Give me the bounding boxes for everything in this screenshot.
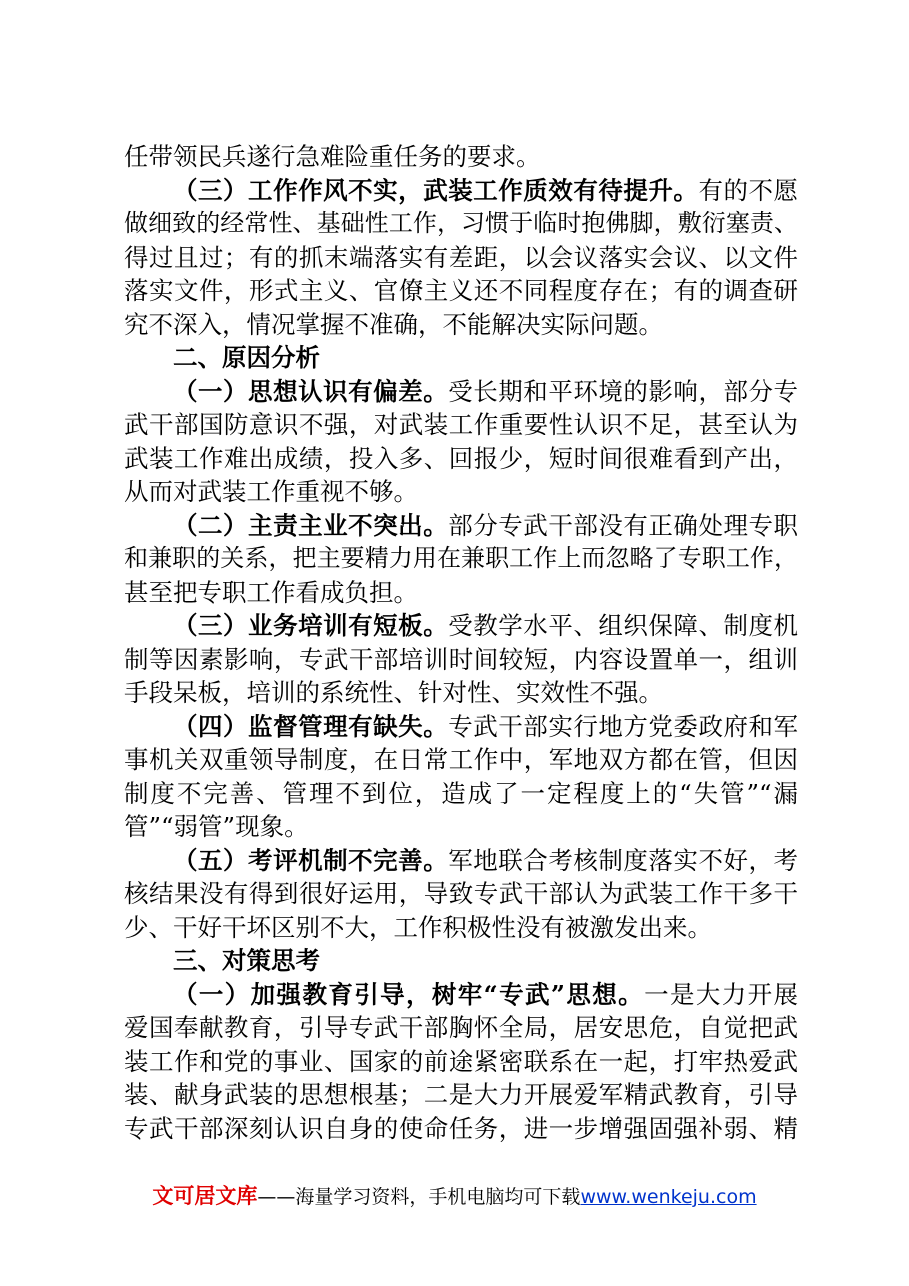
body-line: 装、献身武装的思想根基；二是大力开展爱军精武教育，引导 (124, 1080, 798, 1109)
subheading-text: （四）监督管理有缺失。 (173, 711, 449, 741)
body-line: 制等因素影响，专武干部培训时间较短，内容设置单一，组训 (124, 644, 798, 674)
body-line: 核结果没有得到很好运用，导致专武干部认为武装工作干多干 (124, 879, 798, 908)
website-link[interactable]: www.wenkeju.com (580, 1186, 757, 1208)
body-line: 落实文件，形式主义、官僚主义还不同程度存在；有的调查研 (124, 276, 798, 305)
footer-tagline: ——海量学习资料，手机电脑均可下载 (257, 1186, 581, 1208)
body-line: 甚至把专职工作看成负担。 (124, 577, 418, 607)
footer-banner (0, 1180, 909, 1210)
body-line: 专武干部深刻认识自身的使命任务，进一步增强固强补弱、精 (124, 1113, 798, 1143)
body-line: 任带领民兵遂行急难险重任务的要求。 (124, 142, 541, 171)
brand-name: 文可居文库 (152, 1184, 258, 1208)
subheading-line: （五）考评机制不完善。军地联合考核制度落实不好，考 (173, 845, 799, 875)
body-line: 少、干好干坏区别不大，工作积极性没有被激发出来。 (124, 912, 712, 942)
subheading-text: （一）加强教育引导，树牢“专武”思想。 (173, 979, 645, 1009)
subheading-line: （一）加强教育引导，树牢“专武”思想。一是大力开展 (173, 979, 799, 1009)
subheading-line: （一）思想认识有偏差。受长期和平环境的影响，部分专 (173, 376, 799, 406)
body-line: 手段呆板，培训的系统性、针对性、实效性不强。 (124, 678, 663, 707)
body-line: 做细致的经常性、基础性工作，习惯于临时抱佛脚，敷衍塞责、 (124, 209, 798, 237)
subheading-text: （五）考评机制不完善。 (173, 845, 449, 875)
subheading-line: （三）业务培训有短板。受教学水平、组织保障、制度机 (173, 611, 799, 640)
body-line: 究不深入，情况掌握不准确，不能解决实际问题。 (124, 309, 663, 339)
subheading-text: （一）思想认识有偏差。 (173, 376, 449, 406)
subheading-text: （三）工作作风不实，武装工作质效有待提升。 (173, 175, 699, 205)
document-body (124, 140, 798, 1145)
body-line: 事机关双重领导制度，在日常工作中，军地双方都在管，但因 (124, 745, 798, 774)
body-line: 制度不完善、管理不到位，造成了一定程度上的“失管”“漏 (124, 778, 798, 808)
section-heading: 三、对策思考 (173, 946, 320, 975)
body-line: 武干部国防意识不强，对武装工作重要性认识不足，甚至认为 (124, 410, 798, 439)
section-heading: 二、原因分析 (173, 343, 320, 372)
body-line: 管”“弱管”现象。 (124, 812, 309, 841)
subheading-line: （二）主责主业不突出。部分专武干部没有正确处理专职 (173, 510, 799, 540)
body-line: 得过且过；有的抓末端落实有差距，以会议落实会议、以文件 (124, 242, 798, 272)
subheading-line: （四）监督管理有缺失。专武干部实行地方党委政府和军 (173, 711, 799, 741)
subheading-text: （三）业务培训有短板。 (173, 611, 449, 640)
body-line: 武装工作难出成绩，投入多、回报少，短时间很难看到产出， (124, 443, 798, 473)
body-line: 和兼职的关系，把主要精力用在兼职工作上而忽略了专职工作， (124, 544, 798, 572)
body-line: 从而对武装工作重视不够。 (124, 477, 418, 506)
body-line: 爱国奉献教育，引导专武干部胸怀全局，居安思危，自觉把武 (124, 1013, 798, 1042)
body-line: 装工作和党的事业、国家的前途紧密联系在一起，打牢热爱武 (124, 1046, 798, 1076)
subheading-line: （三）工作作风不实，武装工作质效有待提升。有的不愿 (173, 175, 798, 205)
subheading-text: （二）主责主业不突出。 (173, 510, 449, 540)
